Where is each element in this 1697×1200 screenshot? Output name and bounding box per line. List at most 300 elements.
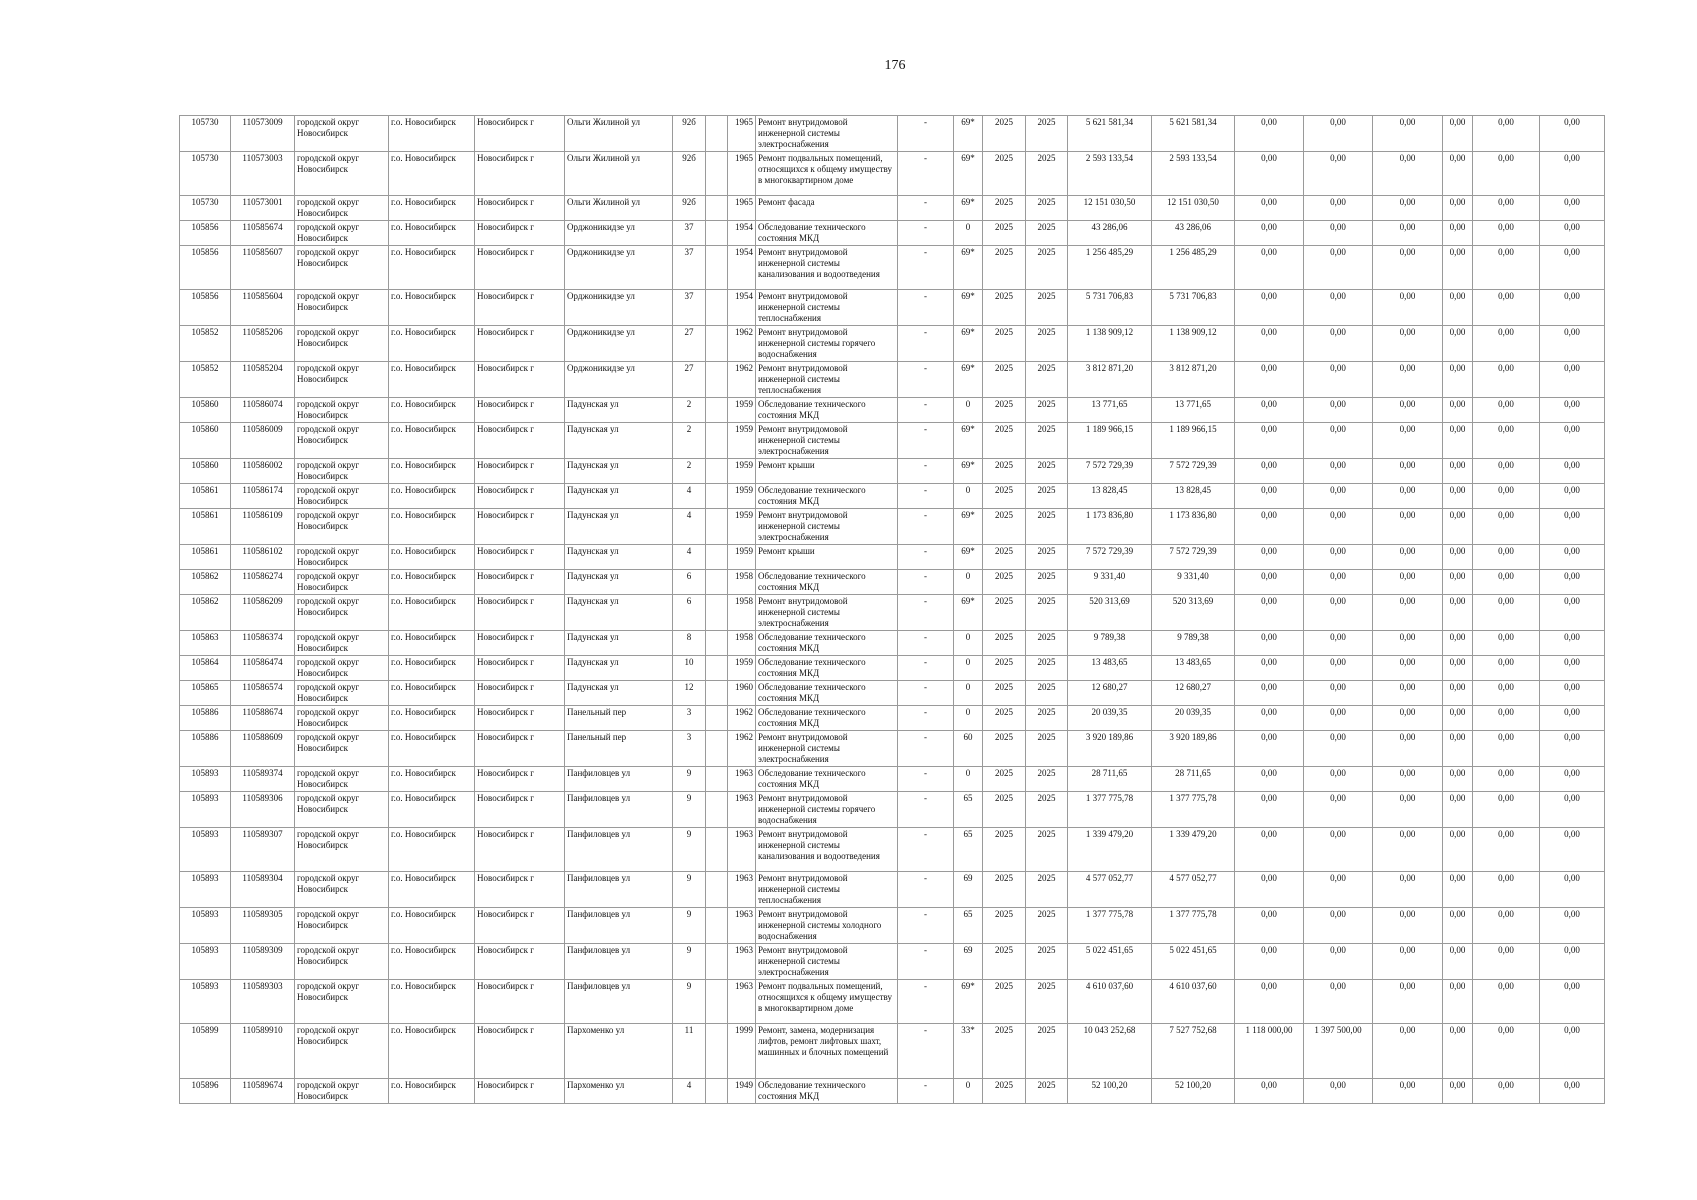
cell-total: 4 610 037,60 xyxy=(1068,980,1152,1024)
cell-work: Обследование технического состояния МКД xyxy=(756,656,898,681)
cell-blank xyxy=(706,152,728,196)
cell-source-1: 0,00 xyxy=(1235,980,1304,1024)
cell-city: Новосибирск г xyxy=(475,362,565,398)
cell-work: Ремонт внутридомовой инженерной системы электроснабжения xyxy=(756,731,898,767)
cell-blank xyxy=(706,484,728,509)
cell-code: 110585204 xyxy=(231,362,295,398)
cell-source-6: 0,00 xyxy=(1540,980,1605,1024)
cell-total: 43 286,06 xyxy=(1068,221,1152,246)
cell-percent: 0 xyxy=(954,398,983,423)
cell-street: Орджоникидзе ул xyxy=(565,362,673,398)
cell-source-3: 0,00 xyxy=(1373,1024,1443,1079)
cell-source-4: 0,00 xyxy=(1443,792,1473,828)
cell-source-1: 0,00 xyxy=(1235,116,1304,152)
cell-code: 110586274 xyxy=(231,570,295,595)
cell-source-6: 0,00 xyxy=(1540,828,1605,872)
cell-year-start: 2025 xyxy=(983,246,1026,290)
cell-source-4: 0,00 xyxy=(1443,196,1473,221)
table-row xyxy=(180,1024,1605,1079)
cell-mo: г.о. Новосибирск xyxy=(389,1079,475,1104)
cell-year-end: 2025 xyxy=(1026,423,1068,459)
table-row xyxy=(180,362,1605,398)
cell-year-start: 2025 xyxy=(983,828,1026,872)
cell-mo: г.о. Новосибирск xyxy=(389,872,475,908)
cell-percent: 69* xyxy=(954,152,983,196)
cell-city: Новосибирск г xyxy=(475,656,565,681)
cell-source-5: 0,00 xyxy=(1473,152,1540,196)
cell-source-2: 0,00 xyxy=(1304,423,1373,459)
cell-city: Новосибирск г xyxy=(475,152,565,196)
cell-percent: 69* xyxy=(954,290,983,326)
cell-year-start: 2025 xyxy=(983,706,1026,731)
table-row xyxy=(180,545,1605,570)
cell-work: Ремонт внутридомовой инженерной системы горячего водоснабжения xyxy=(756,792,898,828)
cell-city: Новосибирск г xyxy=(475,459,565,484)
cell-mo: г.о. Новосибирск xyxy=(389,681,475,706)
cell-code: 110585604 xyxy=(231,290,295,326)
cell-blank xyxy=(706,631,728,656)
cell-percent: 0 xyxy=(954,681,983,706)
cell-year-start: 2025 xyxy=(983,545,1026,570)
cell-year-end: 2025 xyxy=(1026,595,1068,631)
table-row xyxy=(180,152,1605,196)
cell-work: Обследование технического состояния МКД xyxy=(756,398,898,423)
cell-year-end: 2025 xyxy=(1026,1024,1068,1079)
cell-source-3: 0,00 xyxy=(1373,570,1443,595)
cell-dash: - xyxy=(898,152,954,196)
cell-source-5: 0,00 xyxy=(1473,681,1540,706)
cell-percent: 0 xyxy=(954,484,983,509)
cell-fund: 1 256 485,29 xyxy=(1152,246,1235,290)
cell-city: Новосибирск г xyxy=(475,706,565,731)
cell-source-6: 0,00 xyxy=(1540,459,1605,484)
cell-dash: - xyxy=(898,459,954,484)
cell-source-2: 0,00 xyxy=(1304,290,1373,326)
cell-id: 105860 xyxy=(180,398,231,423)
cell-source-2: 0,00 xyxy=(1304,459,1373,484)
cell-source-5: 0,00 xyxy=(1473,196,1540,221)
cell-mo: г.о. Новосибирск xyxy=(389,631,475,656)
cell-work: Обследование технического состояния МКД xyxy=(756,484,898,509)
cell-fund: 5 022 451,65 xyxy=(1152,944,1235,980)
cell-okrug: городской округ Новосибирск xyxy=(295,459,389,484)
cell-code: 110586474 xyxy=(231,656,295,681)
cell-total: 12 151 030,50 xyxy=(1068,196,1152,221)
cell-source-3: 0,00 xyxy=(1373,1079,1443,1104)
table-row xyxy=(180,792,1605,828)
cell-blank xyxy=(706,767,728,792)
cell-source-3: 0,00 xyxy=(1373,980,1443,1024)
cell-mo: г.о. Новосибирск xyxy=(389,246,475,290)
cell-fund: 7 527 752,68 xyxy=(1152,1024,1235,1079)
cell-okrug: городской округ Новосибирск xyxy=(295,1079,389,1104)
cell-city: Новосибирск г xyxy=(475,681,565,706)
cell-okrug: городской округ Новосибирск xyxy=(295,872,389,908)
cell-total: 10 043 252,68 xyxy=(1068,1024,1152,1079)
cell-percent: 69* xyxy=(954,326,983,362)
cell-code: 110586074 xyxy=(231,398,295,423)
cell-mo: г.о. Новосибирск xyxy=(389,980,475,1024)
cell-source-5: 0,00 xyxy=(1473,706,1540,731)
cell-mo: г.о. Новосибирск xyxy=(389,570,475,595)
cell-okrug: городской округ Новосибирск xyxy=(295,767,389,792)
cell-dash: - xyxy=(898,1079,954,1104)
cell-year-start: 2025 xyxy=(983,731,1026,767)
cell-year: 1963 xyxy=(728,872,756,908)
cell-source-3: 0,00 xyxy=(1373,908,1443,944)
cell-year-start: 2025 xyxy=(983,595,1026,631)
cell-work: Ремонт, замена, модернизация лифтов, ремонт лифтовых шахт, машинных и блочных помещений xyxy=(756,1024,898,1079)
cell-id: 105861 xyxy=(180,545,231,570)
cell-mo: г.о. Новосибирск xyxy=(389,398,475,423)
cell-year: 1954 xyxy=(728,290,756,326)
cell-percent: 65 xyxy=(954,908,983,944)
cell-source-3: 0,00 xyxy=(1373,731,1443,767)
cell-year-start: 2025 xyxy=(983,944,1026,980)
cell-work: Ремонт крыши xyxy=(756,459,898,484)
cell-year-end: 2025 xyxy=(1026,792,1068,828)
cell-source-1: 0,00 xyxy=(1235,152,1304,196)
cell-year-start: 2025 xyxy=(983,398,1026,423)
cell-id: 105893 xyxy=(180,980,231,1024)
cell-year: 1959 xyxy=(728,398,756,423)
cell-work: Обследование технического состояния МКД xyxy=(756,681,898,706)
cell-total: 7 572 729,39 xyxy=(1068,545,1152,570)
cell-city: Новосибирск г xyxy=(475,221,565,246)
cell-source-2: 0,00 xyxy=(1304,595,1373,631)
cell-source-1: 0,00 xyxy=(1235,290,1304,326)
cell-street: Орджоникидзе ул xyxy=(565,290,673,326)
cell-source-2: 0,00 xyxy=(1304,767,1373,792)
table-row xyxy=(180,731,1605,767)
cell-percent: 69* xyxy=(954,595,983,631)
cell-source-4: 0,00 xyxy=(1443,570,1473,595)
table-row xyxy=(180,221,1605,246)
cell-percent: 69 xyxy=(954,944,983,980)
cell-fund: 1 377 775,78 xyxy=(1152,908,1235,944)
cell-house: 9 xyxy=(673,980,706,1024)
cell-code: 110589307 xyxy=(231,828,295,872)
cell-id: 105896 xyxy=(180,1079,231,1104)
cell-source-2: 0,00 xyxy=(1304,731,1373,767)
cell-work: Ремонт внутридомовой инженерной системы канализования и водоотведения xyxy=(756,828,898,872)
cell-source-6: 0,00 xyxy=(1540,221,1605,246)
cell-okrug: городской округ Новосибирск xyxy=(295,221,389,246)
cell-source-6: 0,00 xyxy=(1540,1024,1605,1079)
cell-year-end: 2025 xyxy=(1026,828,1068,872)
cell-total: 13 828,45 xyxy=(1068,484,1152,509)
cell-street: Орджоникидзе ул xyxy=(565,221,673,246)
cell-fund: 3 920 189,86 xyxy=(1152,731,1235,767)
cell-source-1: 0,00 xyxy=(1235,631,1304,656)
cell-mo: г.о. Новосибирск xyxy=(389,944,475,980)
cell-city: Новосибирск г xyxy=(475,944,565,980)
cell-source-2: 0,00 xyxy=(1304,631,1373,656)
cell-source-1: 0,00 xyxy=(1235,767,1304,792)
cell-source-5: 0,00 xyxy=(1473,509,1540,545)
cell-mo: г.о. Новосибирск xyxy=(389,908,475,944)
cell-year: 1962 xyxy=(728,362,756,398)
cell-total: 5 022 451,65 xyxy=(1068,944,1152,980)
page-number: 176 xyxy=(884,58,906,73)
cell-percent: 60 xyxy=(954,731,983,767)
cell-mo: г.о. Новосибирск xyxy=(389,290,475,326)
cell-okrug: городской округ Новосибирск xyxy=(295,828,389,872)
cell-city: Новосибирск г xyxy=(475,290,565,326)
cell-source-2: 0,00 xyxy=(1304,570,1373,595)
cell-year: 1962 xyxy=(728,731,756,767)
cell-total: 9 789,38 xyxy=(1068,631,1152,656)
cell-source-3: 0,00 xyxy=(1373,423,1443,459)
cell-id: 105893 xyxy=(180,767,231,792)
cell-source-2: 0,00 xyxy=(1304,872,1373,908)
cell-fund: 5 731 706,83 xyxy=(1152,290,1235,326)
table-row xyxy=(180,631,1605,656)
cell-code: 110585674 xyxy=(231,221,295,246)
cell-source-1: 0,00 xyxy=(1235,484,1304,509)
cell-blank xyxy=(706,731,728,767)
cell-code: 110586002 xyxy=(231,459,295,484)
cell-id: 105730 xyxy=(180,152,231,196)
cell-street: Панфиловцев ул xyxy=(565,872,673,908)
cell-mo: г.о. Новосибирск xyxy=(389,1024,475,1079)
cell-source-6: 0,00 xyxy=(1540,423,1605,459)
cell-mo: г.о. Новосибирск xyxy=(389,423,475,459)
cell-source-6: 0,00 xyxy=(1540,509,1605,545)
cell-source-2: 0,00 xyxy=(1304,398,1373,423)
cell-source-3: 0,00 xyxy=(1373,509,1443,545)
cell-source-1: 0,00 xyxy=(1235,706,1304,731)
cell-year-start: 2025 xyxy=(983,509,1026,545)
cell-source-2: 0,00 xyxy=(1304,152,1373,196)
cell-fund: 52 100,20 xyxy=(1152,1079,1235,1104)
cell-source-6: 0,00 xyxy=(1540,908,1605,944)
cell-blank xyxy=(706,545,728,570)
cell-source-6: 0,00 xyxy=(1540,706,1605,731)
cell-dash: - xyxy=(898,326,954,362)
cell-percent: 69* xyxy=(954,545,983,570)
cell-street: Падунская ул xyxy=(565,631,673,656)
cell-blank xyxy=(706,196,728,221)
table-row xyxy=(180,1079,1605,1104)
cell-house: 27 xyxy=(673,362,706,398)
cell-source-4: 0,00 xyxy=(1443,731,1473,767)
cell-source-3: 0,00 xyxy=(1373,681,1443,706)
cell-blank xyxy=(706,509,728,545)
cell-total: 52 100,20 xyxy=(1068,1079,1152,1104)
cell-total: 7 572 729,39 xyxy=(1068,459,1152,484)
cell-okrug: городской округ Новосибирск xyxy=(295,290,389,326)
cell-percent: 0 xyxy=(954,631,983,656)
cell-year-end: 2025 xyxy=(1026,459,1068,484)
cell-year-end: 2025 xyxy=(1026,116,1068,152)
cell-source-1: 0,00 xyxy=(1235,196,1304,221)
cell-id: 105865 xyxy=(180,681,231,706)
cell-source-5: 0,00 xyxy=(1473,980,1540,1024)
cell-okrug: городской округ Новосибирск xyxy=(295,731,389,767)
cell-source-5: 0,00 xyxy=(1473,570,1540,595)
cell-source-2: 0,00 xyxy=(1304,681,1373,706)
cell-blank xyxy=(706,362,728,398)
cell-total: 1 256 485,29 xyxy=(1068,246,1152,290)
table-row xyxy=(180,423,1605,459)
cell-house: 4 xyxy=(673,545,706,570)
table-row xyxy=(180,980,1605,1024)
cell-source-4: 0,00 xyxy=(1443,362,1473,398)
table-row xyxy=(180,828,1605,872)
cell-fund: 9 331,40 xyxy=(1152,570,1235,595)
cell-street: Панфиловцев ул xyxy=(565,828,673,872)
cell-source-5: 0,00 xyxy=(1473,1024,1540,1079)
cell-blank xyxy=(706,792,728,828)
cell-source-1: 0,00 xyxy=(1235,828,1304,872)
cell-source-4: 0,00 xyxy=(1443,459,1473,484)
cell-source-3: 0,00 xyxy=(1373,706,1443,731)
table-row xyxy=(180,326,1605,362)
cell-year-end: 2025 xyxy=(1026,290,1068,326)
cell-total: 1 377 775,78 xyxy=(1068,908,1152,944)
cell-year-start: 2025 xyxy=(983,656,1026,681)
cell-dash: - xyxy=(898,398,954,423)
cell-blank xyxy=(706,459,728,484)
cell-city: Новосибирск г xyxy=(475,570,565,595)
cell-code: 110589910 xyxy=(231,1024,295,1079)
cell-street: Панфиловцев ул xyxy=(565,944,673,980)
cell-source-1: 0,00 xyxy=(1235,509,1304,545)
cell-blank xyxy=(706,908,728,944)
cell-work: Ремонт подвальных помещений, относящихся к общему имуществу в многоквартирном доме xyxy=(756,980,898,1024)
cell-year-end: 2025 xyxy=(1026,221,1068,246)
cell-okrug: городской округ Новосибирск xyxy=(295,792,389,828)
cell-house: 4 xyxy=(673,484,706,509)
cell-source-6: 0,00 xyxy=(1540,484,1605,509)
cell-total: 1 339 479,20 xyxy=(1068,828,1152,872)
cell-blank xyxy=(706,980,728,1024)
cell-dash: - xyxy=(898,631,954,656)
cell-total: 20 039,35 xyxy=(1068,706,1152,731)
cell-source-3: 0,00 xyxy=(1373,459,1443,484)
cell-year-start: 2025 xyxy=(983,290,1026,326)
cell-source-6: 0,00 xyxy=(1540,767,1605,792)
cell-year-start: 2025 xyxy=(983,221,1026,246)
cell-code: 110573009 xyxy=(231,116,295,152)
cell-year-start: 2025 xyxy=(983,908,1026,944)
cell-okrug: городской округ Новосибирск xyxy=(295,326,389,362)
table-row xyxy=(180,872,1605,908)
cell-year: 1959 xyxy=(728,509,756,545)
cell-city: Новосибирск г xyxy=(475,1079,565,1104)
cell-city: Новосибирск г xyxy=(475,116,565,152)
cell-fund: 1 339 479,20 xyxy=(1152,828,1235,872)
cell-okrug: городской округ Новосибирск xyxy=(295,362,389,398)
cell-code: 110586574 xyxy=(231,681,295,706)
cell-source-6: 0,00 xyxy=(1540,631,1605,656)
cell-fund: 13 483,65 xyxy=(1152,656,1235,681)
cell-source-4: 0,00 xyxy=(1443,484,1473,509)
cell-dash: - xyxy=(898,221,954,246)
cell-percent: 0 xyxy=(954,656,983,681)
cell-source-1: 0,00 xyxy=(1235,398,1304,423)
cell-city: Новосибирск г xyxy=(475,398,565,423)
cell-year: 1954 xyxy=(728,246,756,290)
cell-total: 1 377 775,78 xyxy=(1068,792,1152,828)
cell-source-2: 0,00 xyxy=(1304,221,1373,246)
cell-okrug: городской округ Новосибирск xyxy=(295,908,389,944)
cell-code: 110586374 xyxy=(231,631,295,656)
cell-total: 5 621 581,34 xyxy=(1068,116,1152,152)
cell-dash: - xyxy=(898,872,954,908)
cell-source-6: 0,00 xyxy=(1540,362,1605,398)
cell-year-start: 2025 xyxy=(983,681,1026,706)
cell-source-2: 0,00 xyxy=(1304,246,1373,290)
cell-source-3: 0,00 xyxy=(1373,398,1443,423)
cell-year-start: 2025 xyxy=(983,631,1026,656)
cell-year: 1959 xyxy=(728,656,756,681)
cell-city: Новосибирск г xyxy=(475,1024,565,1079)
cell-year: 1965 xyxy=(728,116,756,152)
cell-source-6: 0,00 xyxy=(1540,290,1605,326)
cell-year-end: 2025 xyxy=(1026,767,1068,792)
cell-id: 105862 xyxy=(180,570,231,595)
cell-street: Панфиловцев ул xyxy=(565,908,673,944)
cell-year-start: 2025 xyxy=(983,1079,1026,1104)
cell-dash: - xyxy=(898,828,954,872)
cell-id: 105730 xyxy=(180,116,231,152)
cell-total: 13 483,65 xyxy=(1068,656,1152,681)
cell-source-1: 0,00 xyxy=(1235,221,1304,246)
cell-okrug: городской округ Новосибирск xyxy=(295,509,389,545)
table-row xyxy=(180,246,1605,290)
cell-okrug: городской округ Новосибирск xyxy=(295,545,389,570)
cell-source-6: 0,00 xyxy=(1540,545,1605,570)
cell-source-6: 0,00 xyxy=(1540,944,1605,980)
cell-source-4: 0,00 xyxy=(1443,706,1473,731)
cell-source-3: 0,00 xyxy=(1373,545,1443,570)
cell-id: 105730 xyxy=(180,196,231,221)
cell-year: 1959 xyxy=(728,484,756,509)
cell-source-3: 0,00 xyxy=(1373,116,1443,152)
cell-fund: 2 593 133,54 xyxy=(1152,152,1235,196)
cell-id: 105899 xyxy=(180,1024,231,1079)
cell-street: Падунская ул xyxy=(565,423,673,459)
cell-house: 9 xyxy=(673,908,706,944)
cell-work: Ремонт внутридомовой инженерной системы электроснабжения xyxy=(756,116,898,152)
cell-work: Обследование технического состояния МКД xyxy=(756,570,898,595)
cell-mo: г.о. Новосибирск xyxy=(389,595,475,631)
cell-id: 105863 xyxy=(180,631,231,656)
cell-year: 1963 xyxy=(728,908,756,944)
cell-code: 110573003 xyxy=(231,152,295,196)
cell-street: Падунская ул xyxy=(565,509,673,545)
cell-code: 110588674 xyxy=(231,706,295,731)
cell-source-2: 0,00 xyxy=(1304,828,1373,872)
cell-year: 1965 xyxy=(728,196,756,221)
cell-blank xyxy=(706,570,728,595)
cell-source-1: 0,00 xyxy=(1235,246,1304,290)
cell-dash: - xyxy=(898,767,954,792)
cell-fund: 4 610 037,60 xyxy=(1152,980,1235,1024)
cell-mo: г.о. Новосибирск xyxy=(389,326,475,362)
cell-source-5: 0,00 xyxy=(1473,398,1540,423)
cell-source-2: 0,00 xyxy=(1304,116,1373,152)
cell-city: Новосибирск г xyxy=(475,980,565,1024)
cell-percent: 0 xyxy=(954,767,983,792)
cell-year-end: 2025 xyxy=(1026,631,1068,656)
cell-street: Падунская ул xyxy=(565,681,673,706)
cell-code: 110588609 xyxy=(231,731,295,767)
cell-percent: 65 xyxy=(954,792,983,828)
cell-house: 11 xyxy=(673,1024,706,1079)
